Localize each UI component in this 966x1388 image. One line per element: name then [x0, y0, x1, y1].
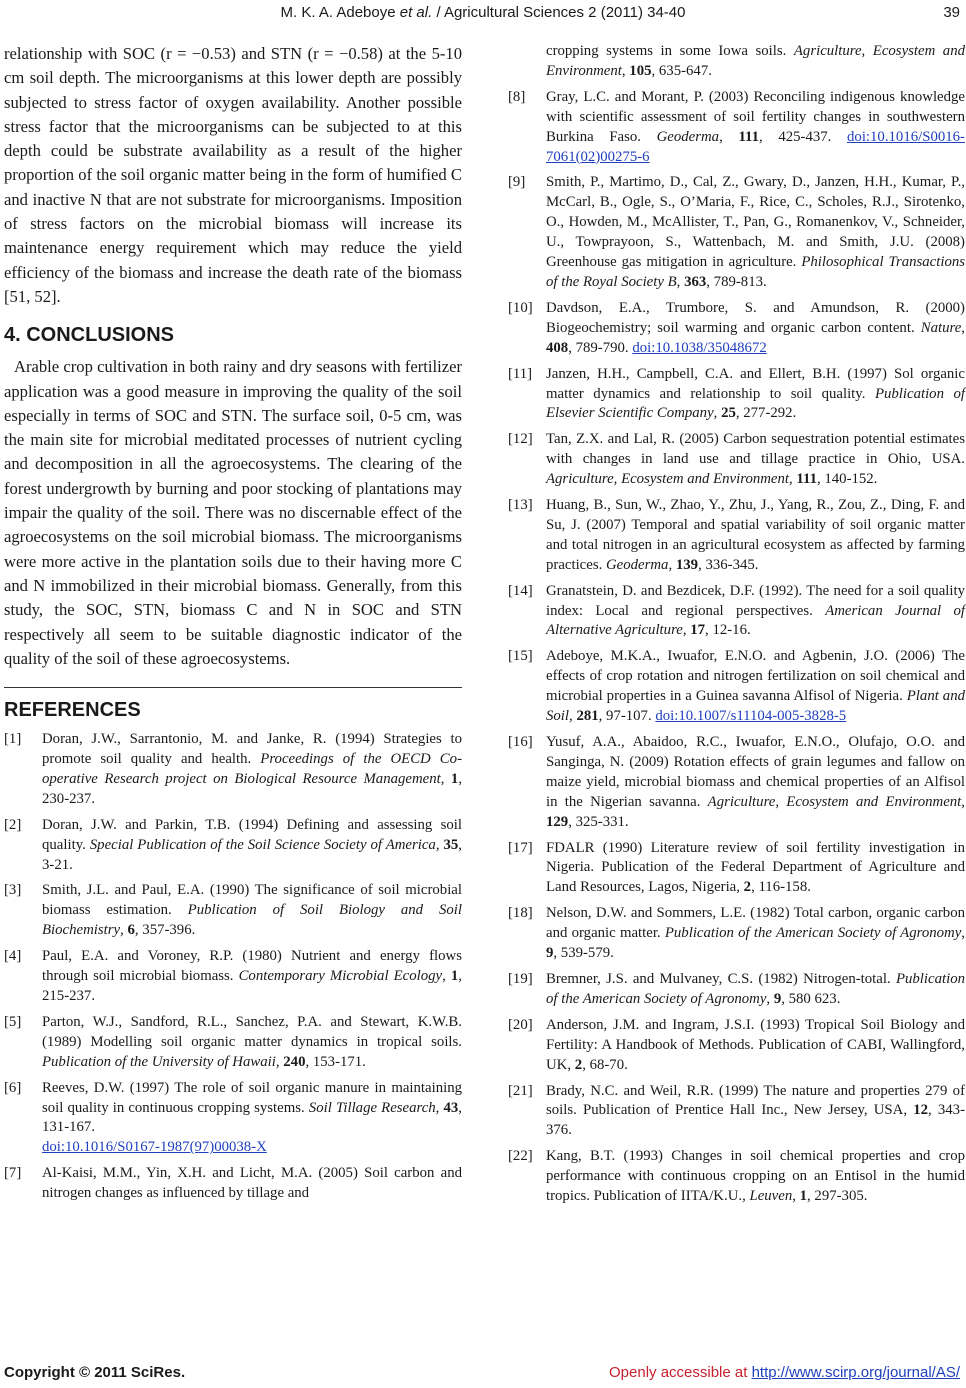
reference-text: , 343-376. — [546, 1102, 965, 1139]
doi-link[interactable]: doi:10.1038/35048672 — [632, 339, 767, 356]
reference-entry — [508, 88, 965, 168]
reference-text: , — [275, 1053, 284, 1070]
reference-text: 1 — [450, 770, 459, 787]
journal-url-link[interactable]: http://www.scirp.org/journal/AS/ — [751, 1364, 960, 1381]
reference-list-left — [4, 730, 462, 1204]
reference-text: , — [961, 319, 965, 336]
reference-text: 2 — [574, 1056, 583, 1073]
reference-entry — [508, 582, 965, 642]
references-heading: REFERENCES — [4, 699, 141, 722]
reference-number: [11] — [508, 365, 533, 382]
reference-text: Kang, B.T. (1993) Changes in soil chemical properties and crop performance with continuous cropping on an Entisol in the humid tropics. Publication of IITA/K.U., — [546, 1148, 965, 1205]
right-column — [508, 42, 965, 1213]
reference-text: , — [442, 968, 451, 985]
reference-entry — [508, 904, 965, 964]
reference-text: , 116-158. — [751, 879, 811, 896]
reference-text: Smith, J.L. and Paul, E.A. (1990) The significance of soil microbial biomass estimation. — [42, 882, 462, 919]
reference-text: , 230-237. — [42, 770, 463, 807]
reference-text: 9 — [773, 990, 782, 1007]
running-title-etal: et al. — [399, 4, 433, 21]
reference-text: 25 — [721, 405, 736, 422]
reference-text: 35 — [443, 836, 459, 853]
discussion-paragraph: relationship with SOC (r = −0.53) and STN (r = −0.58) at the 5-10 cm soil depth. The microorganisms at this lower depth are possibly subjected to stress factor of oxygen availability. Another possible stress factor that the microorganisms can be subjected to at this depth could be substrate availability as a result of the higher proportion of the soil organic matter being in the form of humified C and inactive N that are not substrate for microorganisms. Imposition of stress factors on the microbial biomass will increase its maintenance energy requirement which may reduce the yield efficiency of the biomass and increase the death rate of the biomass [51, 52]. — [4, 44, 462, 306]
reference-text: 17 — [690, 622, 706, 639]
page-number: 39 — [943, 4, 960, 21]
reference-text: , 3-21. — [42, 836, 462, 873]
reference-number: [10] — [508, 299, 533, 316]
reference-text: Proceedings of the OECD Co-operative Research project on Biological Resource Management — [42, 751, 462, 787]
reference-text: Janzen, H.H., Campbell, C.A. and Ellert, B.H. (1997) Sol organic matter dynamics and relationship to soil quality. — [546, 365, 965, 402]
reference-text: , 789-813. — [706, 273, 767, 290]
reference-text: , 68-70. — [582, 1056, 628, 1073]
reference-text: , 12-16. — [705, 622, 751, 639]
reference-number: [18] — [508, 905, 533, 922]
reference-text: 9 — [546, 945, 554, 962]
reference-text: , 140-152. — [816, 471, 878, 488]
reference-text: Publication of Elsevier Scientific Company — [546, 385, 965, 422]
reference-number: [1] — [4, 731, 22, 748]
reference-text: Reeves, D.W. (1997) The role of soil organic manure in maintaining soil quality in continuous cropping systems. — [42, 1079, 462, 1116]
reference-text: FDALR (1990) Literature review of soil fertility investigation in Nigeria. Publication of the Federal Department of Agriculture and Land Resources, Lagos, Nigeria, — [546, 839, 965, 896]
doi-link[interactable]: doi:10.1016/S0167-1987(97)00038-X — [42, 1139, 267, 1156]
reference-text: Publication of the American Society of Agronomy — [664, 925, 962, 942]
reference-number: [15] — [508, 648, 533, 665]
reference-number: [22] — [508, 1148, 533, 1165]
reference-number: [13] — [508, 497, 533, 514]
reference-number: [4] — [4, 948, 22, 965]
reference-text: Geoderma — [656, 128, 720, 145]
reference-text: Davdson, E.A., Trumbore, S. and Amundson, R. (2000) Biogeochemistry; soil warming and organic carbon content. — [546, 299, 965, 336]
reference-entry — [508, 1016, 965, 1076]
reference-text: , 277-292. — [735, 405, 797, 422]
reference-text: , — [789, 471, 797, 488]
reference-text: 43 — [443, 1099, 459, 1116]
reference-text: 363 — [684, 273, 707, 290]
doi-link[interactable]: doi:10.1007/s11104-005-3828-5 — [655, 708, 847, 725]
reference-text: , — [961, 793, 965, 810]
reference-text: , 131-167. — [42, 1099, 462, 1136]
reference-text: , — [961, 925, 965, 942]
reference-entry — [508, 365, 965, 425]
reference-text: Nelson, D.W. and Sommers, L.E. (1982) Total carbon, organic carbon and organic matter. — [546, 905, 965, 942]
reference-entry — [4, 1013, 462, 1073]
reference-text: , — [668, 556, 676, 573]
reference-text: Special Publication of the Soil Science Society of America — [89, 836, 436, 853]
reference-number: [20] — [508, 1016, 533, 1033]
reference-text: , 336-345. — [698, 556, 759, 573]
reference-number: [6] — [4, 1079, 22, 1096]
reference-text: Publication of Soil Biology and Soil Biochemistry — [42, 902, 462, 939]
reference-text: , — [120, 922, 128, 939]
reference-text: 6 — [127, 922, 135, 939]
page-footer — [0, 1358, 966, 1388]
reference-text: , 357-396. — [134, 922, 196, 939]
reference-text: , 297-305. — [807, 1188, 868, 1205]
reference-text: , 153-171. — [305, 1053, 366, 1070]
reference-text: Huang, B., Sun, W., Zhao, Y., Zhu, J., Yang, R., Zou, Z., Ding, F. and Su, J. (2007) Temporal and spatial variability of soil organic matter and total nitrogen in an agricultural ecosystem as affected by farming practices. — [546, 497, 965, 573]
reference-text: 111 — [738, 128, 759, 145]
reference-entry — [508, 173, 965, 292]
reference-entry — [508, 839, 965, 899]
reference-text: 281 — [576, 708, 599, 725]
reference-text: Nature — [920, 319, 962, 336]
reference-text: Paul, E.A. and Voroney, R.P. (1980) Nutrient and energy flows through soil microbial biomass. — [42, 948, 462, 985]
reference-text: , — [713, 405, 722, 422]
reference-entry — [4, 1079, 462, 1159]
reference-text: , 539-579. — [553, 945, 614, 962]
reference-entry — [508, 430, 965, 490]
reference-text: Parton, W.J., Sandford, R.L., Sanchez, P.A. and Stewart, K.W.B. (1989) Modelling soil organic matter dynamics in tropical soils. — [42, 1013, 462, 1050]
left-column — [4, 42, 462, 1210]
reference-text: , — [719, 128, 739, 145]
reference-text: Smith, P., Martimo, D., Cal, Z., Gwary, D., Janzen, H.H., Kumar, P., McCarl, B., Ogle, S., O’Maria, F., Rice, C., Scholes, R.J., Sirotenko, O., Howden, M., McAllister, T., Pan, G., Romanenkov, V., Schneider, U., Towprayoon, S., Wattenbach, M. and Smith, J.U. (2008) Greenhouse gas mitigation in agriculture. — [546, 174, 965, 271]
reference-text: 1 — [799, 1188, 808, 1205]
reference-text: Adeboye, M.K.A., Iwuafor, E.N.O. and Agbenin, J.O. (2006) The effects of crop rotation and nitrogen fertilization on soil chemical and microbial properties in a Guinea savanna Alfisol of Nigeria. — [546, 648, 965, 705]
reference-entry — [508, 299, 965, 359]
reference-entry — [508, 496, 965, 576]
doi-link[interactable]: doi:10.1016/S0016-7061(02)00275-6 — [546, 128, 965, 165]
reference-number: [17] — [508, 839, 533, 856]
reference-text: , — [676, 273, 685, 290]
open-access-notice — [609, 1364, 960, 1381]
reference-entry — [508, 733, 965, 833]
reference-text: 111 — [796, 471, 817, 488]
reference-number: [12] — [508, 431, 533, 448]
open-access-label: Openly accessible at — [609, 1364, 752, 1381]
reference-entry — [4, 1164, 462, 1204]
reference-text: Granatstein, D. and Bezdicek, D.F. (1992). The need for a soil quality index: Local and regional perspectives. — [546, 582, 965, 619]
reference-text: Tan, Z.X. and Lal, R. (2005) Carbon sequestration potential estimates with changes in land use and tillage practice in Ohio, USA. — [546, 431, 965, 468]
reference-number: [5] — [4, 1013, 22, 1030]
reference-number: [9] — [508, 174, 526, 191]
running-title-authors: M. K. A. Adeboye — [280, 4, 400, 21]
reference-text: 1 — [450, 968, 459, 985]
section-divider — [4, 687, 462, 688]
reference-text: Agriculture, Ecosystem and Environment — [546, 471, 789, 488]
reference-entry — [508, 647, 965, 727]
reference-entry — [508, 1082, 965, 1142]
reference-text: , 325-331. — [568, 813, 629, 830]
reference-entry — [4, 947, 462, 1007]
copyright-notice: Copyright © 2011 SciRes. — [4, 1364, 186, 1381]
reference-text: Contemporary Microbial Ecology — [238, 968, 443, 985]
reference-text: Publication of the American Society of Agronomy — [546, 970, 965, 1007]
reference-text: Publication of the University of Hawaii — [42, 1053, 276, 1070]
reference-text: 2 — [743, 879, 752, 896]
page-header — [0, 4, 966, 24]
reference-list-right — [508, 88, 965, 1207]
conclusions-heading: 4. CONCLUSIONS — [4, 324, 175, 347]
reference-text: American Journal of Alternative Agriculture — [546, 602, 966, 639]
reference-text: 12 — [913, 1102, 929, 1119]
reference-text: , — [440, 770, 451, 787]
reference-text: Doran, J.W. and Parkin, T.B. (1994) Defining and assessing soil quality. — [42, 816, 462, 853]
reference-text: Plant and Soil — [546, 688, 965, 725]
reference-entry — [508, 1147, 965, 1207]
reference-entry — [4, 881, 462, 941]
reference-text: Geoderma — [605, 556, 669, 573]
reference-number: [21] — [508, 1082, 533, 1099]
reference-entry — [508, 970, 965, 1010]
reference-text: , — [435, 1099, 444, 1116]
reference-text: 139 — [675, 556, 699, 573]
reference-text: Philosophical Transactions of the Royal Society B — [546, 254, 965, 290]
reference-number: [7] — [4, 1165, 22, 1182]
reference-text: Anderson, J.M. and Ingram, J.S.I. (1993) Tropical Soil Biology and Fertility: A Handbook of Methods. Publication of CABI, Wallingford, UK, — [546, 1016, 965, 1073]
reference-entry — [4, 816, 462, 876]
reference-text: 240 — [283, 1053, 306, 1070]
reference-number: [16] — [508, 734, 533, 750]
reference-text: , — [766, 990, 774, 1007]
running-title — [0, 4, 966, 21]
reference-text: Yusuf, A.A., Abaidoo, R.C., Iwuafor, E.N.O., Olufajo, O.O. and Sanginga, N. (2009) Rotation effects of grain legumes and fallow on maize yield, microbial biomass and chemical properties of an Alfisol in the Nigerian savanna. — [546, 734, 965, 810]
reference-text: Gray, L.C. and Morant, P. (2003) Reconciling indigenous knowledge with scientific assessment of soil fertility changes in southwestern Burkina Faso. — [546, 88, 965, 145]
reference-text: Brady, N.C. and Weil, R.R. (1999) The nature and properties 279 of soils. Publication of Prentice Hall Inc., New Jersey, USA, — [546, 1082, 965, 1119]
reference-number: [3] — [4, 882, 22, 899]
conclusions-paragraph: Arable crop cultivation in both rainy and dry seasons with fertilizer application was a good measure in improving the quality of the soil especially in terms of SOC and STN. The surface soil, 0-5 cm, was the main site for microbial meditated processes of nutrient cycling and decomposition in all the agroecosystems. The clearing of the forest undergrowth by burning and poor stocking of plantations may impair the quality of the soil. There was no discernable effect of the agroecosystems on the soil microbial biomass. The microorganisms were more active in the plantation soils due to their having more C and N immobilized in their microbial biomass. Generally, from this study, the SOC, STN, biomass C and N in SOC and STN respectively all seem to be suitable diagnostic indicator of the quality of the soil of these agroecosystems. — [4, 357, 462, 668]
reference-text: Soil Tillage Research — [308, 1099, 436, 1116]
reference-text: , 97-107. — [598, 708, 656, 725]
reference-text: , — [792, 1188, 800, 1205]
reference-text: , — [569, 708, 577, 725]
reference-text: 408 — [546, 339, 569, 356]
reference-text: Leuven — [749, 1188, 793, 1205]
reference-number: [2] — [4, 816, 22, 833]
reference-7-continuation: cropping systems in some Iowa soils. Agriculture, Ecosystem and Environment, 105, 635-647. — [546, 43, 965, 79]
reference-text: Al-Kaisi, M.M., Yin, X.H. and Licht, M.A. (2005) Soil carbon and nitrogen changes as influenced by tillage and — [42, 1165, 462, 1202]
reference-text: , 215-237. — [42, 968, 462, 1004]
reference-text: 129 — [546, 813, 569, 830]
reference-text: , 789-790. — [568, 339, 633, 356]
reference-number: [14] — [508, 582, 533, 599]
reference-text: , — [682, 622, 691, 639]
reference-text: , 425-437. — [759, 128, 848, 145]
reference-text: Doran, J.W., Sarrantonio, M. and Janke, R. (1994) Strategies to promote soil quality and health. — [42, 731, 462, 768]
reference-text: Agriculture, Ecosystem and Environment — [707, 793, 962, 810]
reference-text: , 580 623. — [781, 990, 841, 1007]
reference-text: , — [435, 836, 444, 853]
running-title-journal: / Agricultural Sciences 2 (2011) 34-40 — [432, 4, 686, 21]
reference-entry — [4, 730, 462, 810]
reference-text: Bremner, J.S. and Mulvaney, C.S. (1982) Nitrogen-total. — [546, 970, 896, 987]
reference-number: [19] — [508, 970, 533, 987]
reference-number: [8] — [508, 88, 526, 105]
